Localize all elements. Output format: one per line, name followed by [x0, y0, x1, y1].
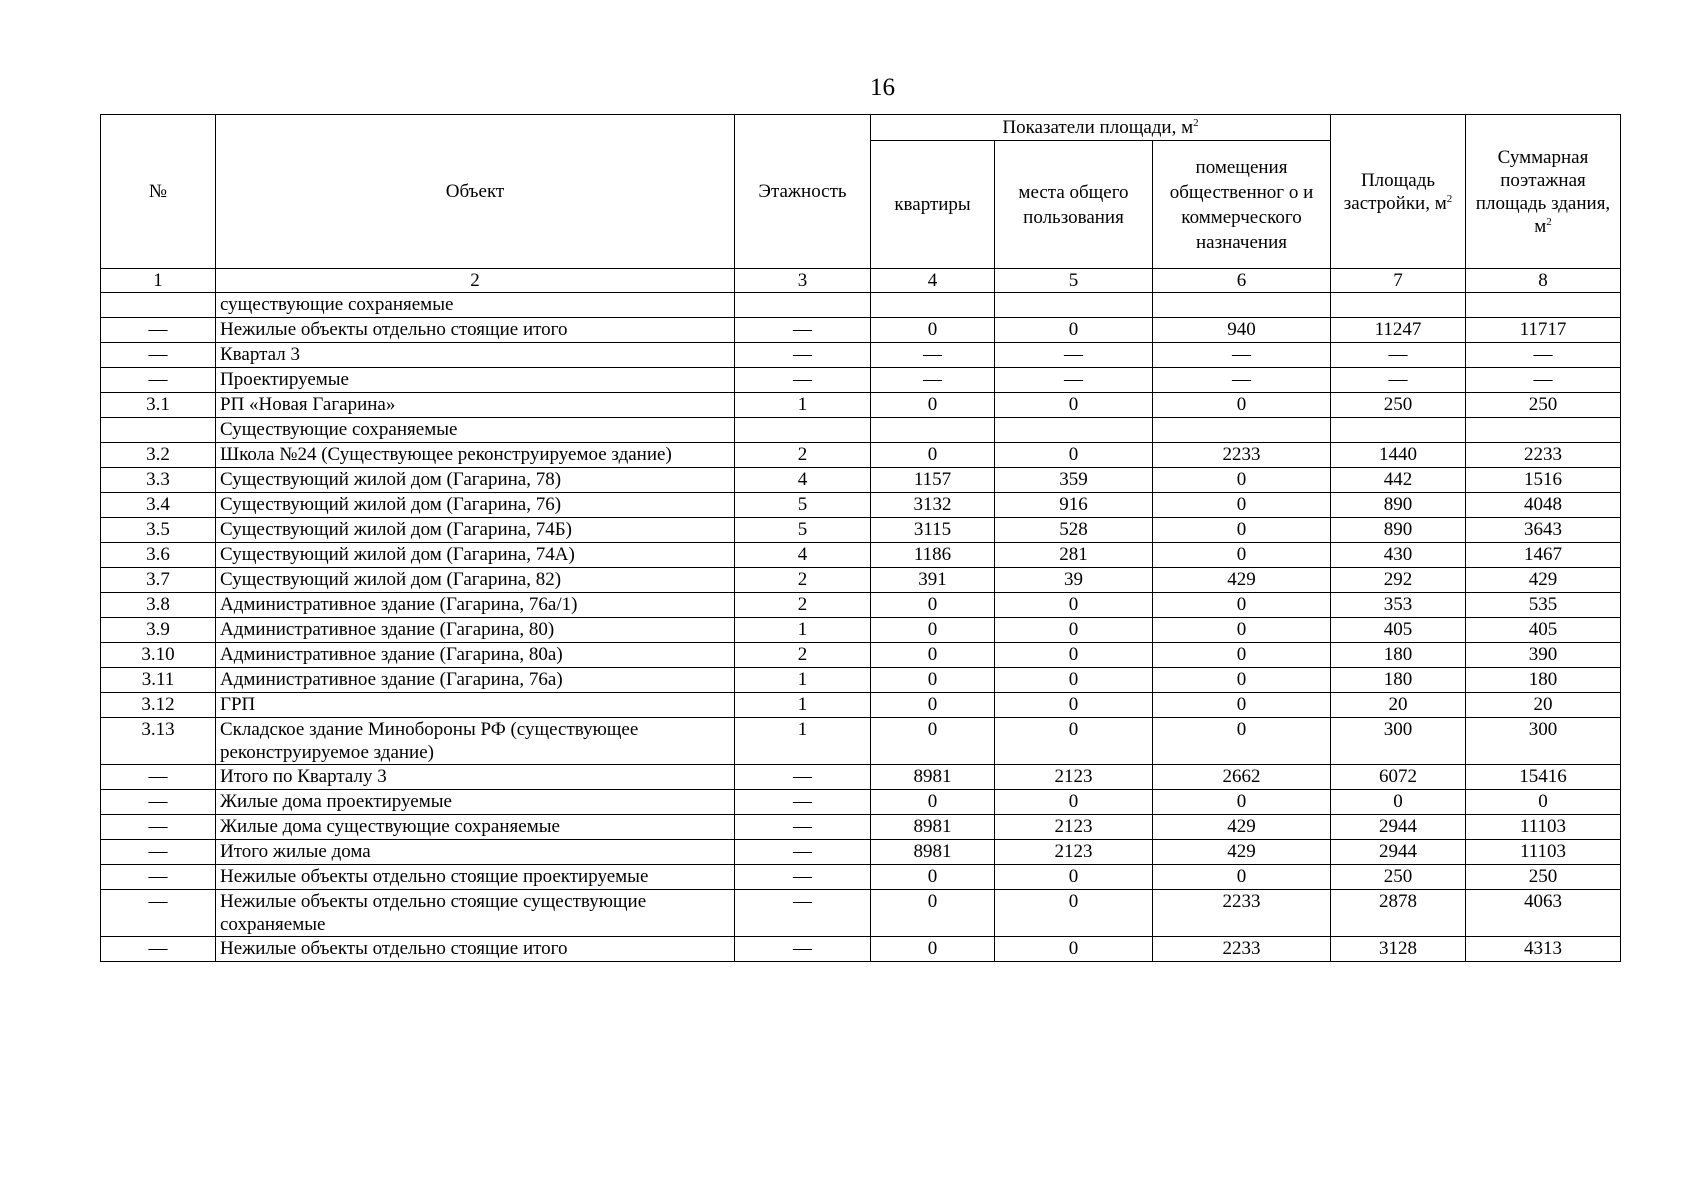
header-footprint — [1331, 115, 1466, 269]
cell-total-floor-area: 4313 — [1466, 937, 1621, 962]
cell-total-floor-area: 1516 — [1466, 468, 1621, 493]
table-row — [101, 865, 1621, 890]
table-row — [101, 937, 1621, 962]
cell-object: Складское здание Минобороны РФ (существующее реконструируемое здание) — [216, 718, 735, 765]
cell-total-floor-area: 20 — [1466, 693, 1621, 718]
table-row — [101, 368, 1621, 393]
table-row — [101, 718, 1621, 765]
cell-common-areas: — — [995, 343, 1153, 368]
cell-total-floor-area: 2233 — [1466, 443, 1621, 468]
cell-footprint: 890 — [1331, 518, 1466, 543]
cell-common-areas: 359 — [995, 468, 1153, 493]
cell-floors: — — [735, 840, 871, 865]
cell-apartments: 0 — [871, 593, 995, 618]
table-row — [101, 543, 1621, 568]
header-footprint-label: Площадь застройки, м — [1343, 169, 1447, 214]
cell-footprint: 442 — [1331, 468, 1466, 493]
cell-footprint — [1331, 293, 1466, 318]
cell-no: — — [101, 865, 216, 890]
cell-commercial: — — [1153, 343, 1331, 368]
cell-object: существующие сохраняемые — [216, 293, 735, 318]
cell-floors: — — [735, 790, 871, 815]
cell-footprint: 20 — [1331, 693, 1466, 718]
table-row — [101, 318, 1621, 343]
cell-commercial: 940 — [1153, 318, 1331, 343]
cell-object: Административное здание (Гагарина, 76а/1) — [216, 593, 735, 618]
cell-no: 3.13 — [101, 718, 216, 765]
cell-commercial: 2233 — [1153, 890, 1331, 937]
cell-total-floor-area: 11103 — [1466, 815, 1621, 840]
cell-footprint: 3128 — [1331, 937, 1466, 962]
cell-object: Административное здание (Гагарина, 76а) — [216, 668, 735, 693]
cell-object: Существующий жилой дом (Гагарина, 74Б) — [216, 518, 735, 543]
cell-common-areas: 2123 — [995, 815, 1153, 840]
cell-floors: 1 — [735, 393, 871, 418]
cell-object: Существующий жилой дом (Гагарина, 78) — [216, 468, 735, 493]
column-number: 1 — [101, 269, 216, 293]
cell-footprint: 353 — [1331, 593, 1466, 618]
cell-commercial — [1153, 293, 1331, 318]
cell-no: — — [101, 790, 216, 815]
header-common-areas: места общего пользования — [995, 141, 1153, 269]
cell-footprint: 2944 — [1331, 815, 1466, 840]
column-number: 2 — [216, 269, 735, 293]
table-header — [101, 115, 1621, 293]
cell-total-floor-area: 535 — [1466, 593, 1621, 618]
header-total-floor-sup: 2 — [1546, 215, 1552, 228]
cell-common-areas: 0 — [995, 865, 1153, 890]
cell-footprint: — — [1331, 368, 1466, 393]
cell-common-areas: 0 — [995, 643, 1153, 668]
cell-common-areas: 0 — [995, 790, 1153, 815]
cell-no: — — [101, 890, 216, 937]
cell-floors: 2 — [735, 643, 871, 668]
cell-footprint: 405 — [1331, 618, 1466, 643]
cell-footprint: 430 — [1331, 543, 1466, 568]
area-indicators-table — [100, 114, 1621, 962]
cell-object: Итого по Кварталу 3 — [216, 765, 735, 790]
cell-apartments: 0 — [871, 668, 995, 693]
cell-footprint: 250 — [1331, 393, 1466, 418]
cell-common-areas: 0 — [995, 318, 1153, 343]
cell-total-floor-area: 250 — [1466, 393, 1621, 418]
cell-footprint: 11247 — [1331, 318, 1466, 343]
cell-floors: — — [735, 815, 871, 840]
cell-common-areas: 39 — [995, 568, 1153, 593]
cell-footprint: 300 — [1331, 718, 1466, 765]
cell-commercial: 0 — [1153, 543, 1331, 568]
cell-total-floor-area: — — [1466, 368, 1621, 393]
cell-no: 3.11 — [101, 668, 216, 693]
cell-commercial: 429 — [1153, 815, 1331, 840]
table-row — [101, 693, 1621, 718]
cell-commercial: 0 — [1153, 693, 1331, 718]
cell-apartments: 0 — [871, 618, 995, 643]
header-area-group — [871, 115, 1331, 141]
cell-apartments: 1157 — [871, 468, 995, 493]
cell-no: — — [101, 937, 216, 962]
cell-object: Школа №24 (Существующее реконструируемое здание) — [216, 443, 735, 468]
cell-floors: — — [735, 343, 871, 368]
cell-apartments: 3115 — [871, 518, 995, 543]
cell-total-floor-area: 11717 — [1466, 318, 1621, 343]
cell-common-areas: 916 — [995, 493, 1153, 518]
cell-no: 3.6 — [101, 543, 216, 568]
table-row — [101, 593, 1621, 618]
cell-apartments: 1186 — [871, 543, 995, 568]
cell-common-areas: 0 — [995, 937, 1153, 962]
cell-floors: 5 — [735, 518, 871, 543]
cell-object: Итого жилые дома — [216, 840, 735, 865]
column-number: 3 — [735, 269, 871, 293]
cell-apartments — [871, 293, 995, 318]
cell-total-floor-area: 390 — [1466, 643, 1621, 668]
cell-common-areas — [995, 293, 1153, 318]
cell-total-floor-area: 250 — [1466, 865, 1621, 890]
cell-common-areas: 528 — [995, 518, 1153, 543]
cell-apartments: 0 — [871, 643, 995, 668]
cell-commercial: 429 — [1153, 568, 1331, 593]
header-total-floor-area — [1466, 115, 1621, 269]
header-area-group-label: Показатели площади, м — [1002, 117, 1194, 138]
cell-no: 3.10 — [101, 643, 216, 668]
cell-commercial: 0 — [1153, 668, 1331, 693]
cell-common-areas: 0 — [995, 618, 1153, 643]
table-row — [101, 643, 1621, 668]
cell-apartments: — — [871, 368, 995, 393]
cell-common-areas: 0 — [995, 693, 1153, 718]
cell-apartments: 0 — [871, 443, 995, 468]
cell-commercial: 2233 — [1153, 937, 1331, 962]
cell-object: РП «Новая Гагарина» — [216, 393, 735, 418]
header-area-group-sup: 2 — [1193, 117, 1199, 129]
cell-floors: 2 — [735, 568, 871, 593]
cell-apartments: 0 — [871, 865, 995, 890]
cell-footprint: 250 — [1331, 865, 1466, 890]
table-row — [101, 815, 1621, 840]
cell-object: Проектируемые — [216, 368, 735, 393]
cell-floors — [735, 418, 871, 443]
cell-commercial — [1153, 418, 1331, 443]
cell-common-areas: 0 — [995, 393, 1153, 418]
cell-common-areas: 2123 — [995, 765, 1153, 790]
cell-object: Административное здание (Гагарина, 80) — [216, 618, 735, 643]
cell-apartments: 3132 — [871, 493, 995, 518]
cell-object: Нежилые объекты отдельно стоящие итого — [216, 318, 735, 343]
cell-footprint: 1440 — [1331, 443, 1466, 468]
cell-object: Нежилые объекты отдельно стоящие проектируемые — [216, 865, 735, 890]
cell-apartments: 0 — [871, 318, 995, 343]
cell-commercial: 0 — [1153, 718, 1331, 765]
cell-apartments: 8981 — [871, 840, 995, 865]
cell-apartments: 0 — [871, 937, 995, 962]
cell-floors: — — [735, 890, 871, 937]
table-row — [101, 568, 1621, 593]
cell-total-floor-area: — — [1466, 343, 1621, 368]
cell-apartments: 8981 — [871, 765, 995, 790]
table-row — [101, 343, 1621, 368]
cell-no: — — [101, 368, 216, 393]
cell-object: Существующий жилой дом (Гагарина, 82) — [216, 568, 735, 593]
cell-commercial: 0 — [1153, 493, 1331, 518]
cell-footprint: 2944 — [1331, 840, 1466, 865]
cell-apartments — [871, 418, 995, 443]
cell-footprint: 2878 — [1331, 890, 1466, 937]
cell-apartments: 391 — [871, 568, 995, 593]
cell-footprint: 180 — [1331, 668, 1466, 693]
cell-apartments: 0 — [871, 890, 995, 937]
cell-no: 3.1 — [101, 393, 216, 418]
table-body — [101, 293, 1621, 962]
cell-apartments: 0 — [871, 718, 995, 765]
cell-total-floor-area: 3643 — [1466, 518, 1621, 543]
cell-object: Существующий жилой дом (Гагарина, 76) — [216, 493, 735, 518]
cell-floors: 1 — [735, 693, 871, 718]
table-row — [101, 493, 1621, 518]
cell-commercial: 2233 — [1153, 443, 1331, 468]
cell-total-floor-area: 180 — [1466, 668, 1621, 693]
cell-total-floor-area: 4048 — [1466, 493, 1621, 518]
column-number: 5 — [995, 269, 1153, 293]
cell-no: — — [101, 765, 216, 790]
cell-no: 3.2 — [101, 443, 216, 468]
table-row — [101, 518, 1621, 543]
table-row — [101, 393, 1621, 418]
column-number-row — [101, 269, 1621, 293]
cell-object: Жилые дома существующие сохраняемые — [216, 815, 735, 840]
header-footprint-sup: 2 — [1446, 192, 1453, 205]
cell-apartments: — — [871, 343, 995, 368]
cell-floors: 4 — [735, 468, 871, 493]
header-total-floor-label: Суммарная поэтажная площадь здания, м — [1475, 146, 1611, 237]
cell-footprint: 292 — [1331, 568, 1466, 593]
cell-footprint: 6072 — [1331, 765, 1466, 790]
cell-footprint: — — [1331, 343, 1466, 368]
cell-floors: — — [735, 865, 871, 890]
cell-floors — [735, 293, 871, 318]
cell-floors: 1 — [735, 618, 871, 643]
cell-floors: 1 — [735, 718, 871, 765]
cell-no: 3.12 — [101, 693, 216, 718]
cell-floors: 1 — [735, 668, 871, 693]
cell-no — [101, 418, 216, 443]
column-number: 4 — [871, 269, 995, 293]
table-row — [101, 790, 1621, 815]
cell-no: 3.3 — [101, 468, 216, 493]
table-row — [101, 668, 1621, 693]
cell-total-floor-area: 11103 — [1466, 840, 1621, 865]
cell-no: 3.7 — [101, 568, 216, 593]
cell-common-areas: 0 — [995, 668, 1153, 693]
cell-footprint: 180 — [1331, 643, 1466, 668]
cell-no: — — [101, 840, 216, 865]
cell-total-floor-area: 4063 — [1466, 890, 1621, 937]
cell-floors: — — [735, 937, 871, 962]
table-row — [101, 443, 1621, 468]
cell-object: Квартал 3 — [216, 343, 735, 368]
cell-apartments: 0 — [871, 693, 995, 718]
header-commercial: помещения общественног о и коммерческого назначения — [1153, 141, 1331, 269]
cell-no: 3.5 — [101, 518, 216, 543]
cell-total-floor-area: 405 — [1466, 618, 1621, 643]
table-row — [101, 293, 1621, 318]
cell-total-floor-area: 300 — [1466, 718, 1621, 765]
cell-total-floor-area — [1466, 418, 1621, 443]
cell-no — [101, 293, 216, 318]
cell-no: 3.8 — [101, 593, 216, 618]
cell-no: 3.9 — [101, 618, 216, 643]
cell-floors: 2 — [735, 593, 871, 618]
cell-common-areas: 0 — [995, 718, 1153, 765]
cell-object: Нежилые объекты отдельно стоящие существующие сохраняемые — [216, 890, 735, 937]
cell-commercial: 0 — [1153, 393, 1331, 418]
cell-object: Административное здание (Гагарина, 80а) — [216, 643, 735, 668]
cell-object: Нежилые объекты отдельно стоящие итого — [216, 937, 735, 962]
cell-footprint: 0 — [1331, 790, 1466, 815]
cell-common-areas: 0 — [995, 890, 1153, 937]
cell-floors: — — [735, 368, 871, 393]
cell-object: Существующий жилой дом (Гагарина, 74А) — [216, 543, 735, 568]
column-number: 6 — [1153, 269, 1331, 293]
cell-total-floor-area: 15416 — [1466, 765, 1621, 790]
cell-floors: 2 — [735, 443, 871, 468]
cell-no: — — [101, 318, 216, 343]
table-row — [101, 418, 1621, 443]
cell-no: — — [101, 343, 216, 368]
cell-no: 3.4 — [101, 493, 216, 518]
page-number: 16 — [870, 74, 895, 101]
cell-total-floor-area: 1467 — [1466, 543, 1621, 568]
table-row — [101, 468, 1621, 493]
cell-object: Жилые дома проектируемые — [216, 790, 735, 815]
cell-apartments: 0 — [871, 790, 995, 815]
cell-no: — — [101, 815, 216, 840]
cell-common-areas: 0 — [995, 443, 1153, 468]
cell-commercial: 429 — [1153, 840, 1331, 865]
cell-footprint: 890 — [1331, 493, 1466, 518]
header-floors: Этажность — [735, 115, 871, 269]
cell-common-areas: 2123 — [995, 840, 1153, 865]
header-object: Объект — [216, 115, 735, 269]
header-apartments: квартиры — [871, 141, 995, 269]
cell-total-floor-area: 0 — [1466, 790, 1621, 815]
cell-object: Существующие сохраняемые — [216, 418, 735, 443]
cell-commercial: 0 — [1153, 468, 1331, 493]
cell-total-floor-area: 429 — [1466, 568, 1621, 593]
table-row — [101, 765, 1621, 790]
cell-floors: — — [735, 318, 871, 343]
cell-floors: 5 — [735, 493, 871, 518]
header-no: № — [101, 115, 216, 269]
cell-footprint — [1331, 418, 1466, 443]
cell-floors: — — [735, 765, 871, 790]
cell-apartments: 8981 — [871, 815, 995, 840]
cell-commercial: — — [1153, 368, 1331, 393]
cell-commercial: 0 — [1153, 618, 1331, 643]
cell-common-areas: 0 — [995, 593, 1153, 618]
table-row — [101, 890, 1621, 937]
cell-commercial: 0 — [1153, 790, 1331, 815]
column-number: 8 — [1466, 269, 1621, 293]
cell-commercial: 0 — [1153, 518, 1331, 543]
cell-apartments: 0 — [871, 393, 995, 418]
table-row — [101, 840, 1621, 865]
cell-floors: 4 — [735, 543, 871, 568]
cell-common-areas: — — [995, 368, 1153, 393]
cell-total-floor-area — [1466, 293, 1621, 318]
cell-commercial: 0 — [1153, 643, 1331, 668]
cell-common-areas: 281 — [995, 543, 1153, 568]
cell-commercial: 0 — [1153, 593, 1331, 618]
cell-object: ГРП — [216, 693, 735, 718]
cell-commercial: 0 — [1153, 865, 1331, 890]
cell-common-areas — [995, 418, 1153, 443]
table-row — [101, 618, 1621, 643]
cell-commercial: 2662 — [1153, 765, 1331, 790]
column-number: 7 — [1331, 269, 1466, 293]
